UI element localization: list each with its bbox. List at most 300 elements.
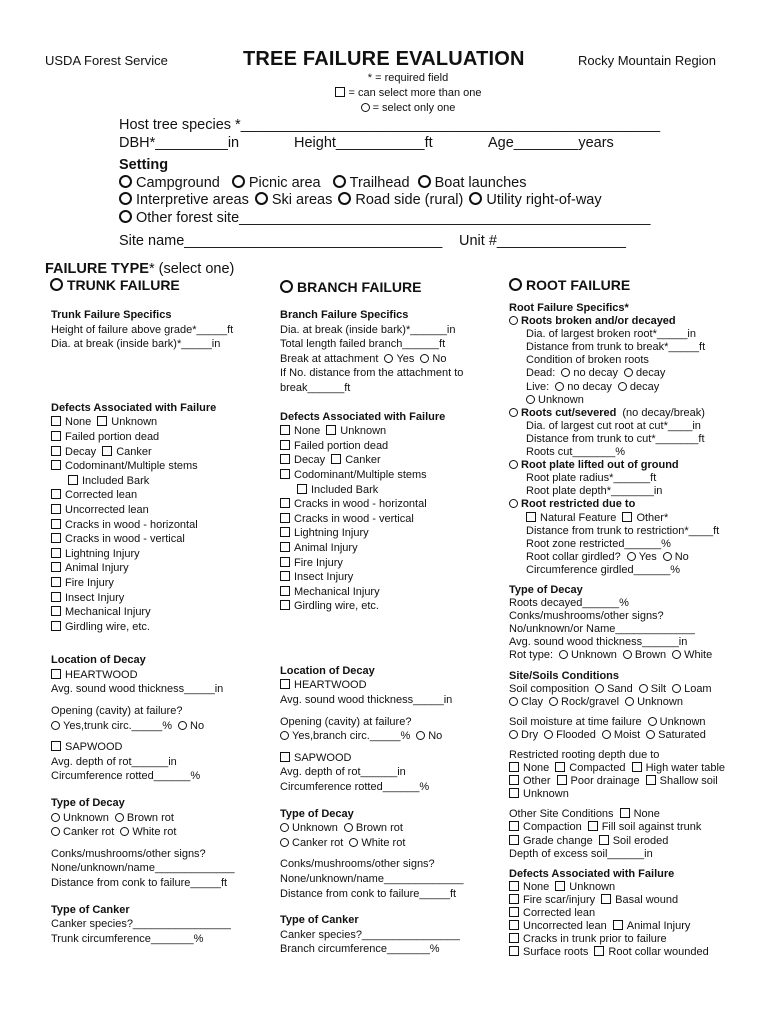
form-line[interactable]: [509, 894, 725, 907]
section-heading: [51, 653, 235, 668]
checkbox-icon: [599, 835, 609, 845]
radio-icon: [178, 721, 187, 730]
field-text: Avg. sound wood thickness______in: [509, 636, 688, 649]
field-text: Cracks in trunk prior to failure: [523, 933, 667, 946]
field-text: Conks/mushrooms/other signs?: [280, 858, 435, 871]
form-line[interactable]: [509, 933, 725, 946]
field-text: High water table: [645, 762, 726, 775]
form-line[interactable]: [509, 788, 725, 801]
checkbox-icon: [51, 621, 61, 631]
spacer: [51, 634, 235, 646]
form-line: [509, 597, 725, 610]
form-line: [509, 623, 725, 636]
field-text: Root restricted due to: [521, 498, 636, 511]
trunk-failure-option[interactable]: TRUNK FAILURE: [50, 277, 180, 293]
field-text: Roots cut_______%: [526, 446, 626, 459]
spacer: [280, 638, 464, 650]
form-line[interactable]: [280, 836, 464, 851]
field-text: Brown rot: [355, 822, 403, 835]
checkbox-icon: [51, 606, 61, 616]
spacer: [51, 387, 235, 394]
form-line: [509, 472, 725, 485]
field-text: Canker species?________________: [51, 918, 231, 931]
site-name-field[interactable]: Site name________________________________: [119, 233, 443, 249]
legend-multi: = can select more than one: [308, 86, 508, 101]
radio-icon: [555, 382, 564, 391]
field-text: Rot type:: [509, 649, 554, 662]
radio-icon: [119, 175, 132, 188]
setting-label: Setting: [119, 157, 169, 173]
field-text: Basal wound: [615, 893, 679, 906]
form-line[interactable]: [280, 570, 464, 585]
spacer: [51, 784, 235, 796]
section-heading: [280, 410, 464, 425]
form-line[interactable]: [280, 512, 464, 527]
radio-icon: [119, 210, 132, 223]
radio-icon: [120, 827, 129, 836]
radio-icon: [349, 838, 358, 847]
section-heading: [280, 807, 464, 822]
form-line[interactable]: [509, 835, 725, 848]
field-text: Decay: [65, 445, 97, 458]
field-text: Uncorrected lean: [523, 920, 607, 933]
form-line: [51, 337, 235, 352]
field-text: Roots broken and/or decayed: [521, 315, 676, 328]
option-picnic-area[interactable]: Picnic area: [232, 175, 321, 191]
radio-icon: [509, 697, 518, 706]
field-text: Corrected lean: [65, 489, 138, 502]
field-text: No: [428, 730, 443, 743]
radio-icon: [361, 103, 370, 112]
form-line[interactable]: [51, 532, 235, 547]
form-line[interactable]: [280, 729, 464, 744]
form-line[interactable]: [51, 445, 235, 460]
section-heading: [51, 903, 235, 918]
field-text: Location of Decay: [280, 664, 375, 677]
form-line: [280, 715, 464, 730]
form-line[interactable]: [280, 599, 464, 614]
radio-icon: [509, 408, 518, 417]
form-line: [509, 564, 725, 577]
spacer: [509, 742, 725, 749]
form-line[interactable]: [509, 821, 725, 834]
radio-icon: [280, 823, 289, 832]
option-campground[interactable]: Campground: [119, 175, 220, 191]
radio-icon: [672, 684, 681, 693]
radio-icon: [509, 316, 518, 325]
checkbox-icon: [509, 775, 519, 785]
field-text: Unknown: [571, 649, 617, 662]
radio-icon: [544, 730, 553, 739]
spacer: [51, 366, 235, 373]
form-line: [51, 917, 235, 932]
field-text: Canker rot: [292, 836, 344, 849]
setting-row-2: [119, 192, 602, 208]
form-line[interactable]: [509, 551, 725, 564]
form-line: [280, 887, 464, 902]
field-text: Dia. of largest broken root*_____in: [526, 328, 696, 341]
region-label: Rocky Mountain Region: [578, 53, 717, 68]
option-other-forest-site[interactable]: Other forest site___________________________________________________: [119, 210, 650, 226]
field-text: No: [190, 719, 205, 732]
field-text: Fire scar/injury: [523, 893, 596, 906]
form-line[interactable]: [509, 649, 725, 662]
radio-icon: [639, 684, 648, 693]
form-line[interactable]: [280, 483, 464, 498]
form-line[interactable]: [280, 821, 464, 836]
field-text: White rot: [361, 836, 406, 849]
section-heading: [51, 401, 235, 416]
field-text: Unknown: [63, 811, 109, 824]
checkbox-icon: [646, 775, 656, 785]
field-text: Height of failure above grade*_____ft: [51, 323, 234, 336]
checkbox-icon: [326, 425, 336, 435]
form-line: [280, 872, 464, 887]
spacer: [509, 577, 725, 584]
form-line[interactable]: [51, 668, 235, 683]
field-text: Animal Injury: [294, 541, 358, 554]
field-text: Circumference rotted______%: [51, 770, 201, 783]
radio-icon: [280, 731, 289, 740]
checkbox-icon: [51, 519, 61, 529]
field-text: break______ft: [280, 381, 351, 394]
radio-icon: [115, 813, 124, 822]
field-text: Soil composition: [509, 682, 590, 695]
form-line[interactable]: [280, 556, 464, 571]
form-line: [51, 932, 235, 947]
field-text: Live:: [526, 380, 550, 393]
form-line[interactable]: [51, 620, 235, 635]
spacer: [51, 359, 235, 366]
field-text: Break at attachment: [280, 352, 379, 365]
option-boat-launches[interactable]: Boat launches: [418, 175, 527, 191]
form-line: [280, 928, 464, 943]
form-line[interactable]: [51, 825, 235, 840]
radio-icon: [623, 650, 632, 659]
field-text: decay: [636, 367, 666, 380]
field-text: Silt: [650, 682, 667, 695]
radio-icon: [509, 278, 522, 291]
field-text: Unknown: [111, 416, 158, 429]
form-line: [280, 381, 464, 396]
form-line[interactable]: [51, 488, 235, 503]
form-line[interactable]: [51, 719, 235, 734]
field-text: Conks/mushrooms/other signs?: [51, 847, 206, 860]
form-line[interactable]: [509, 729, 725, 742]
field-text: Corrected lean: [523, 907, 596, 920]
form-line[interactable]: [509, 498, 725, 511]
form-line[interactable]: [280, 541, 464, 556]
checkbox-icon: [68, 475, 78, 485]
form-line[interactable]: [51, 547, 235, 562]
form-line[interactable]: [509, 920, 725, 933]
checkbox-icon: [555, 881, 565, 891]
checkbox-icon: [280, 498, 290, 508]
host-species-field[interactable]: Host tree species *____________________________________________________: [119, 117, 661, 133]
form-line[interactable]: [509, 512, 725, 525]
form-line: [280, 765, 464, 780]
radio-icon: [232, 175, 245, 188]
form-line: [280, 366, 464, 381]
option-trailhead[interactable]: Trailhead: [333, 175, 410, 191]
radio-icon: [469, 192, 482, 205]
form-line[interactable]: [280, 439, 464, 454]
option-interpretive-areas[interactable]: Interpretive areas: [119, 192, 249, 208]
field-text: Fill soil against trunk: [601, 821, 702, 834]
form-line: [509, 328, 725, 341]
agency-label: USDA Forest Service: [45, 53, 168, 68]
field-text: None/unknown/name_____________: [280, 873, 464, 885]
form-line[interactable]: [51, 518, 235, 533]
form-line[interactable]: [509, 808, 725, 821]
unit-number-field[interactable]: Unit #________________: [459, 233, 626, 249]
field-text: Type of Decay: [509, 583, 583, 596]
spacer: [280, 901, 464, 913]
form-line[interactable]: [51, 459, 235, 474]
section-heading: [509, 584, 725, 597]
field-text: Defects Associated with Failure: [51, 401, 217, 414]
field-text: Sand: [607, 682, 633, 695]
field-text: Dia. at break (inside bark)*_____in: [51, 338, 221, 351]
radio-icon: [280, 838, 289, 847]
checkbox-icon: [335, 87, 345, 97]
form-line[interactable]: [509, 315, 725, 328]
form-line[interactable]: [280, 424, 464, 439]
form-line[interactable]: [509, 367, 725, 380]
form-line[interactable]: [280, 497, 464, 512]
checkbox-icon: [51, 592, 61, 602]
branch-failure-option[interactable]: BRANCH FAILURE: [280, 279, 421, 295]
checkbox-icon: [51, 533, 61, 543]
radio-icon: [344, 823, 353, 832]
field-text: Decay: [294, 454, 326, 467]
radio-icon: [549, 697, 558, 706]
checkbox-icon: [601, 894, 611, 904]
form-line[interactable]: [509, 946, 725, 959]
field-text: White rot: [132, 826, 177, 839]
radio-icon: [627, 552, 636, 561]
field-text: Unknown: [292, 822, 338, 835]
form-line: [509, 354, 725, 367]
field-text: Circumference rotted______%: [280, 781, 430, 794]
form-line[interactable]: [280, 352, 464, 367]
field-text: If No. distance from the attachment to: [280, 367, 464, 380]
spacer: [280, 614, 464, 626]
field-text: Failed portion dead: [294, 439, 389, 452]
field-text: Surface roots: [523, 946, 589, 959]
field-text: Branch Failure Specifics: [280, 309, 409, 321]
field-text: Girdling wire, etc.: [294, 600, 379, 613]
radio-icon: [602, 730, 611, 739]
field-text: None: [65, 416, 92, 429]
field-text: Distance from trunk to cut*_______ft: [526, 432, 705, 445]
field-text: Opening (cavity) at failure?: [51, 705, 183, 718]
spacer: [509, 801, 725, 808]
spacer: [509, 663, 725, 670]
field-text: Animal Injury: [626, 920, 691, 933]
form-line[interactable]: [280, 678, 464, 693]
branch-column: [280, 308, 464, 957]
form-line[interactable]: [509, 459, 725, 472]
radio-icon: [561, 368, 570, 377]
field-text: Canker: [345, 454, 381, 467]
form-line[interactable]: [51, 415, 235, 430]
form-line[interactable]: [509, 716, 725, 729]
form-line[interactable]: [509, 775, 725, 788]
form-line[interactable]: [509, 683, 725, 696]
field-text: Brown rot: [126, 811, 174, 824]
field-text: Dia. of largest cut root at cut*____in: [526, 419, 701, 432]
field-text: Unknown: [340, 425, 387, 438]
checkbox-icon: [51, 577, 61, 587]
spacer: [280, 657, 464, 664]
radio-icon: [50, 278, 63, 291]
form-line[interactable]: [51, 474, 235, 489]
form-line[interactable]: [51, 605, 235, 620]
form-line[interactable]: [509, 696, 725, 709]
form-line[interactable]: [509, 762, 725, 775]
radio-icon: [51, 721, 60, 730]
radio-icon: [648, 717, 657, 726]
section-heading: [509, 868, 725, 881]
radio-icon: [663, 552, 672, 561]
section-heading: [51, 308, 235, 323]
field-text: Loam: [684, 682, 712, 695]
checkbox-icon: [51, 460, 61, 470]
option-utility-row[interactable]: Utility right-of-way: [469, 192, 601, 208]
field-text: Natural Feature: [540, 511, 617, 524]
form-line[interactable]: [51, 430, 235, 445]
checkbox-icon: [51, 504, 61, 514]
field-text: Defects Associated with Failure: [280, 410, 446, 423]
field-text: Mechanical Injury: [294, 585, 380, 598]
spacer: [280, 795, 464, 807]
form-line[interactable]: [51, 561, 235, 576]
form-line[interactable]: [51, 811, 235, 826]
form-line[interactable]: [280, 751, 464, 766]
field-text: Codominant/Multiple stems: [294, 468, 427, 481]
section-heading: [509, 670, 725, 683]
field-text: Restricted rooting depth due to: [509, 749, 660, 761]
spacer: [51, 352, 235, 359]
form-line[interactable]: [280, 453, 464, 468]
form-line: [280, 780, 464, 795]
form-line[interactable]: [509, 881, 725, 894]
field-text: Trunk circumference_______%: [51, 932, 204, 945]
field-text: No/unknown/or Name_____________: [509, 623, 695, 636]
option-road-side[interactable]: Road side (rural): [338, 192, 463, 208]
section-heading: [280, 913, 464, 928]
field-text: HEARTWOOD: [294, 679, 367, 692]
form-line[interactable]: [51, 503, 235, 518]
checkbox-icon: [51, 548, 61, 558]
height-field[interactable]: Height___________ft: [294, 135, 433, 151]
form-line: [509, 341, 725, 354]
field-text: Type of Decay: [51, 797, 125, 810]
field-text: Soil eroded: [612, 834, 669, 847]
field-text: SAPWOOD: [294, 751, 352, 764]
form-line: [509, 610, 725, 623]
checkbox-icon: [509, 946, 519, 956]
radio-icon: [280, 280, 293, 293]
form-line: [280, 693, 464, 708]
checkbox-icon: [51, 669, 61, 679]
checkbox-icon: [620, 808, 630, 818]
form-line: [509, 446, 725, 459]
checkbox-icon: [51, 741, 61, 751]
form-line: [51, 755, 235, 770]
form-line[interactable]: [509, 381, 725, 394]
form-line[interactable]: [509, 907, 725, 920]
checkbox-icon: [557, 775, 567, 785]
spacer: [280, 850, 464, 857]
form-line[interactable]: [509, 407, 725, 420]
field-text: Distance from conk to failure_____ft: [51, 877, 228, 889]
field-text: Cracks in wood - vertical: [294, 512, 414, 525]
field-text: Insect Injury: [65, 591, 125, 604]
section-heading: [280, 664, 464, 679]
dbh-field[interactable]: DBH*_________in: [119, 135, 240, 151]
spacer: [51, 646, 235, 653]
section-heading: [280, 308, 464, 323]
form-line[interactable]: [51, 591, 235, 606]
root-column: [509, 302, 725, 959]
field-text: Compaction: [523, 821, 582, 834]
field-text: No: [674, 550, 689, 563]
field-text: Type of Canker: [51, 903, 130, 916]
field-text: White: [684, 649, 713, 662]
field-text: Fire Injury: [65, 576, 114, 589]
form-line[interactable]: [280, 526, 464, 541]
field-text: Saturated: [658, 728, 706, 741]
age-field[interactable]: Age________years: [488, 135, 614, 151]
radio-icon: [338, 192, 351, 205]
form-line[interactable]: [280, 468, 464, 483]
checkbox-icon: [555, 762, 565, 772]
field-text: Circumference girdled______%: [526, 563, 681, 576]
checkbox-icon: [588, 821, 598, 831]
failure-type-label: FAILURE TYPE* (select one): [45, 261, 235, 277]
field-text: Root collar girdled?: [526, 550, 621, 563]
radio-icon: [559, 650, 568, 659]
checkbox-icon: [632, 762, 642, 772]
form-line: [280, 857, 464, 872]
form-line[interactable]: [51, 740, 235, 755]
field-text: Compacted: [569, 762, 626, 775]
checkbox-icon: [280, 752, 290, 762]
root-failure-option[interactable]: ROOT FAILURE: [509, 277, 630, 293]
checkbox-icon: [509, 835, 519, 845]
form-line[interactable]: [51, 576, 235, 591]
form-line[interactable]: [280, 585, 464, 600]
field-text: Avg. sound wood thickness_____in: [280, 694, 453, 707]
checkbox-icon: [280, 440, 290, 450]
form-title: TREE FAILURE EVALUATION: [243, 48, 525, 70]
field-text: Root plate depth*_______in: [526, 485, 663, 498]
field-text: Canker species?________________: [280, 928, 460, 941]
checkbox-icon: [280, 527, 290, 537]
form-line: [280, 323, 464, 338]
field-text: Unknown: [569, 880, 616, 893]
form-line: [280, 942, 464, 957]
checkbox-icon: [51, 562, 61, 572]
option-ski-areas[interactable]: Ski areas: [255, 192, 332, 208]
form-line[interactable]: [509, 394, 725, 407]
field-text: Canker rot: [63, 826, 115, 839]
field-text: Root collar wounded: [608, 946, 709, 959]
field-text: Unknown: [538, 393, 584, 406]
radio-icon: [595, 684, 604, 693]
